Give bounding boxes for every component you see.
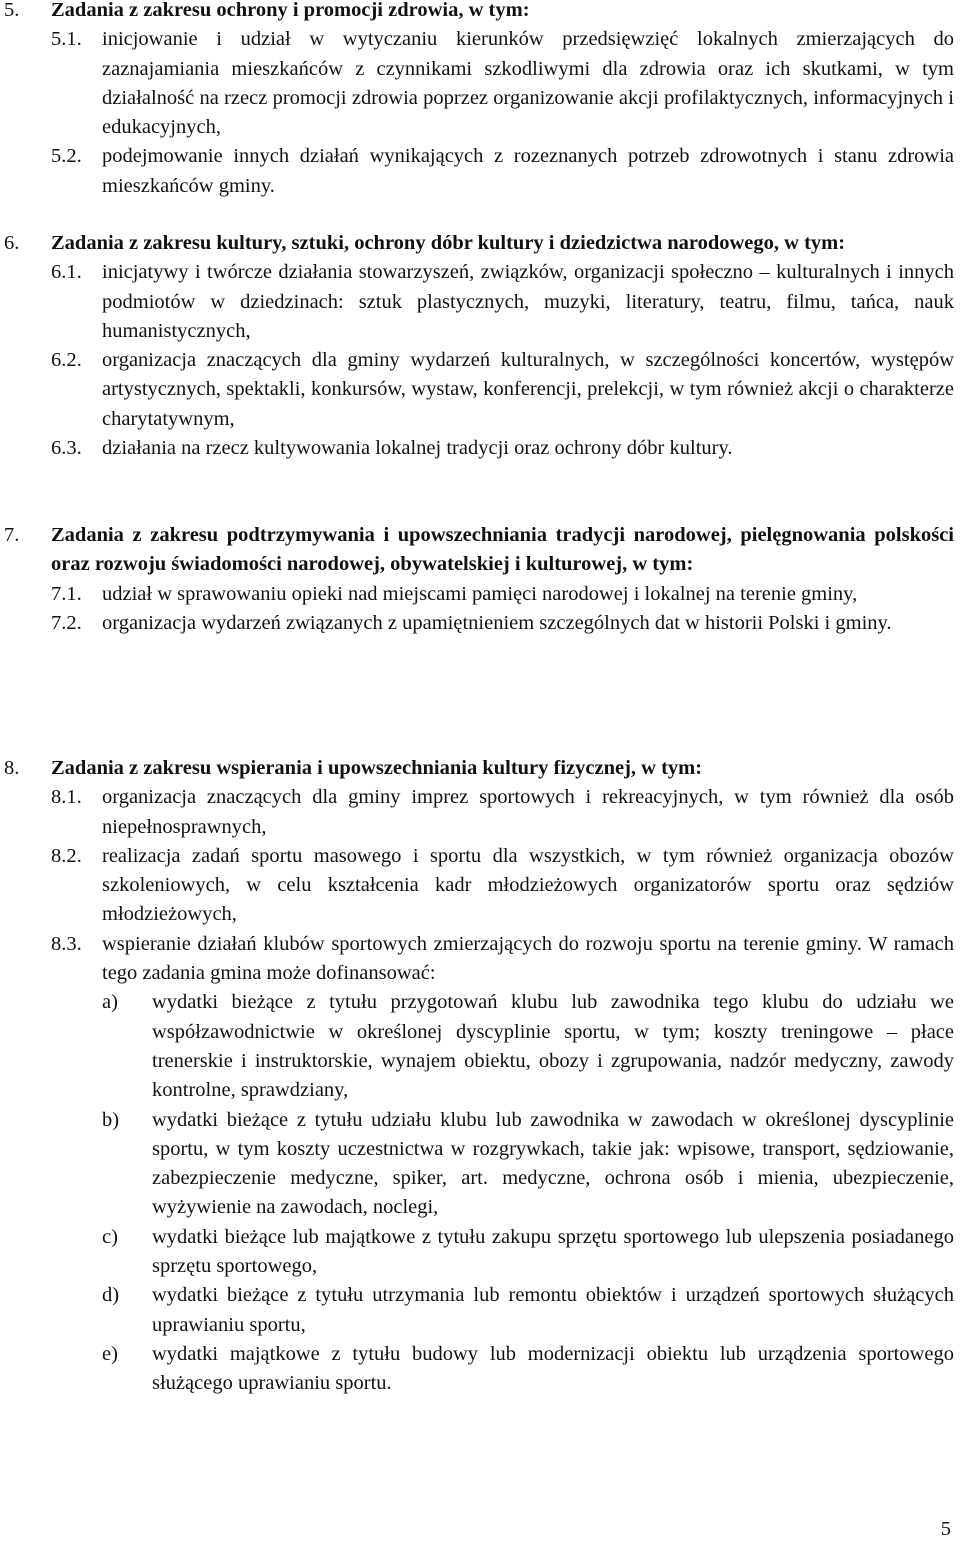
sub-list-item <box>4 988 954 1105</box>
section-number: 8. <box>4 757 20 779</box>
sub-list-item <box>4 1340 954 1399</box>
item-number: 8.2. <box>51 844 82 867</box>
item-number: 7.1. <box>51 582 82 605</box>
list-item <box>4 842 954 930</box>
sub-item-letter: b) <box>102 1108 120 1131</box>
item-text: organizacja znaczących dla gminy wydarzeń kulturalnych, w szczególności koncertów, występów artystycznych, spektakli, konkursów, wystaw, konferencji, prelekcji, w tym również akcji o charakterze charytatywnym, <box>102 349 954 430</box>
section-5 <box>4 0 954 201</box>
item-number: 5.1. <box>51 28 82 51</box>
section-heading <box>4 229 954 258</box>
list-item <box>4 783 954 842</box>
sub-item-text: wydatki bieżące z tytułu utrzymania lub remontu obiektów i urządzeń sportowych służących uprawianiu sportu, <box>152 1284 954 1336</box>
section-number: 6. <box>4 232 20 254</box>
list-item <box>4 346 954 434</box>
section-title: Zadania z zakresu kultury, sztuki, ochrony dóbr kultury i dziedzictwa narodowego, w tym: <box>51 232 846 254</box>
section-8 <box>4 754 954 1399</box>
section-title: Zadania z zakresu podtrzymywania i upowszechniania tradycji narodowej, pielęgnowania polskości oraz rozwoju świadomości narodowej, obywatelskiej i kulturowej, w tym: <box>51 524 954 576</box>
sub-item-text: wydatki majątkowe z tytułu budowy lub modernizacji obiektu lub urządzenia sportowego służącego uprawianiu sportu. <box>152 1342 954 1395</box>
section-heading <box>4 521 954 580</box>
section-heading <box>4 754 954 783</box>
item-text: realizacja zadań sportu masowego i sportu dla wszystkich, w tym również organizacja obozów szkoleniowych, w celu kształcenia kadr młodzieżowych organizatorów sportu oraz sędziów młodzieżowych, <box>102 844 954 926</box>
sub-item-text: wydatki bieżące z tytułu przygotowań klubu lub zawodnika tego klubu do udziału we współzawodnictwie w określonej dyscyplinie sportu, w tym; koszty treningowe – płace trenerskie i instruktorskie, wynajem obiektu, obozy i zgrupowania, nadzór medyczny, zawody kontrolne, sprawdziany, <box>152 991 954 1102</box>
list-item <box>4 25 954 142</box>
list-item <box>4 580 954 609</box>
section-6 <box>4 229 954 463</box>
list-item <box>4 258 954 346</box>
list-item <box>4 609 954 638</box>
list-item <box>4 434 954 463</box>
page-number: 5 <box>940 1518 951 1540</box>
item-text: inicjowanie i udział w wytyczaniu kierunków przedsięwzięć lokalnych zmierzających do zaznajamiania mieszkańców z czynnikami szkodliwymi dla zdrowia oraz ich skutkami, w tym działalność na rzecz promocji zdrowia poprzez organizowanie akcji profilaktycznych, informacyjnych i edukacyjnych, <box>102 28 954 139</box>
section-number: 5. <box>4 0 20 21</box>
item-text: organizacja wydarzeń związanych z upamiętnieniem szczególnych dat w historii Polski i gminy. <box>102 611 892 634</box>
item-number: 8.3. <box>51 932 82 955</box>
list-item <box>4 142 954 201</box>
sub-item-text: wydatki bieżące z tytułu udziału klubu lub zawodnika w zawodach w określonej dyscyplinie sportu, w tym koszty uczestnictwa w rozgrywkach, takie jak: wpisowe, transport, sędziowanie, zabezpieczenie medyczne, spiker, art. medyczne, ochrona osób i mienia, ubezpieczenie, wyżywienie na zawodach, noclegi, <box>152 1108 954 1219</box>
sub-list-item <box>4 1223 954 1282</box>
item-text: podejmowanie innych działań wynikających z rozeznanych potrzeb zdrowotnych i stanu zdrowia mieszkańców gminy. <box>102 145 954 197</box>
section-title: Zadania z zakresu wspierania i upowszechniania kultury fizycznej, w tym: <box>51 757 703 779</box>
item-number: 8.1. <box>51 786 82 809</box>
item-text: organizacja znaczących dla gminy imprez sportowych i rekreacyjnych, w tym również dla osób niepełnosprawnych, <box>102 786 954 838</box>
section-number: 7. <box>4 524 20 546</box>
sub-item-letter: e) <box>102 1342 118 1365</box>
item-number: 6.2. <box>51 349 82 372</box>
sub-list-item <box>4 1281 954 1340</box>
item-number: 6.3. <box>51 437 82 460</box>
sub-item-letter: d) <box>102 1284 120 1307</box>
item-number: 6.1. <box>51 261 82 284</box>
sub-item-text: wydatki bieżące lub majątkowe z tytułu zakupu sprzętu sportowego lub ulepszenia posiadanego sprzętu sportowego, <box>152 1225 954 1278</box>
section-7 <box>4 521 954 638</box>
item-text: wspieranie działań klubów sportowych zmierzających do rozwoju sportu na terenie gminy. W ramach tego zadania gmina może dofinansować: <box>102 932 954 985</box>
item-number: 7.2. <box>51 611 82 634</box>
section-heading <box>4 0 954 25</box>
list-item <box>4 930 954 989</box>
sub-item-letter: a) <box>102 991 118 1014</box>
item-text: inicjatywy i twórcze działania stowarzyszeń, związków, organizacji społeczno – kulturalnych i innych podmiotów w dziedzinach: sztuk plastycznych, muzyki, literatury, teatru, filmu, tańca, nauk humanistycznych, <box>102 261 954 342</box>
sub-item-letter: c) <box>102 1225 118 1248</box>
item-number: 5.2. <box>51 145 82 168</box>
sub-list-item <box>4 1106 954 1223</box>
item-text: udział w sprawowaniu opieki nad miejscami pamięci narodowej i lokalnej na terenie gminy, <box>102 582 858 605</box>
item-text: działania na rzecz kultywowania lokalnej tradycji oraz ochrony dóbr kultury. <box>102 437 733 460</box>
section-title: Zadania z zakresu ochrony i promocji zdrowia, w tym: <box>51 0 530 21</box>
